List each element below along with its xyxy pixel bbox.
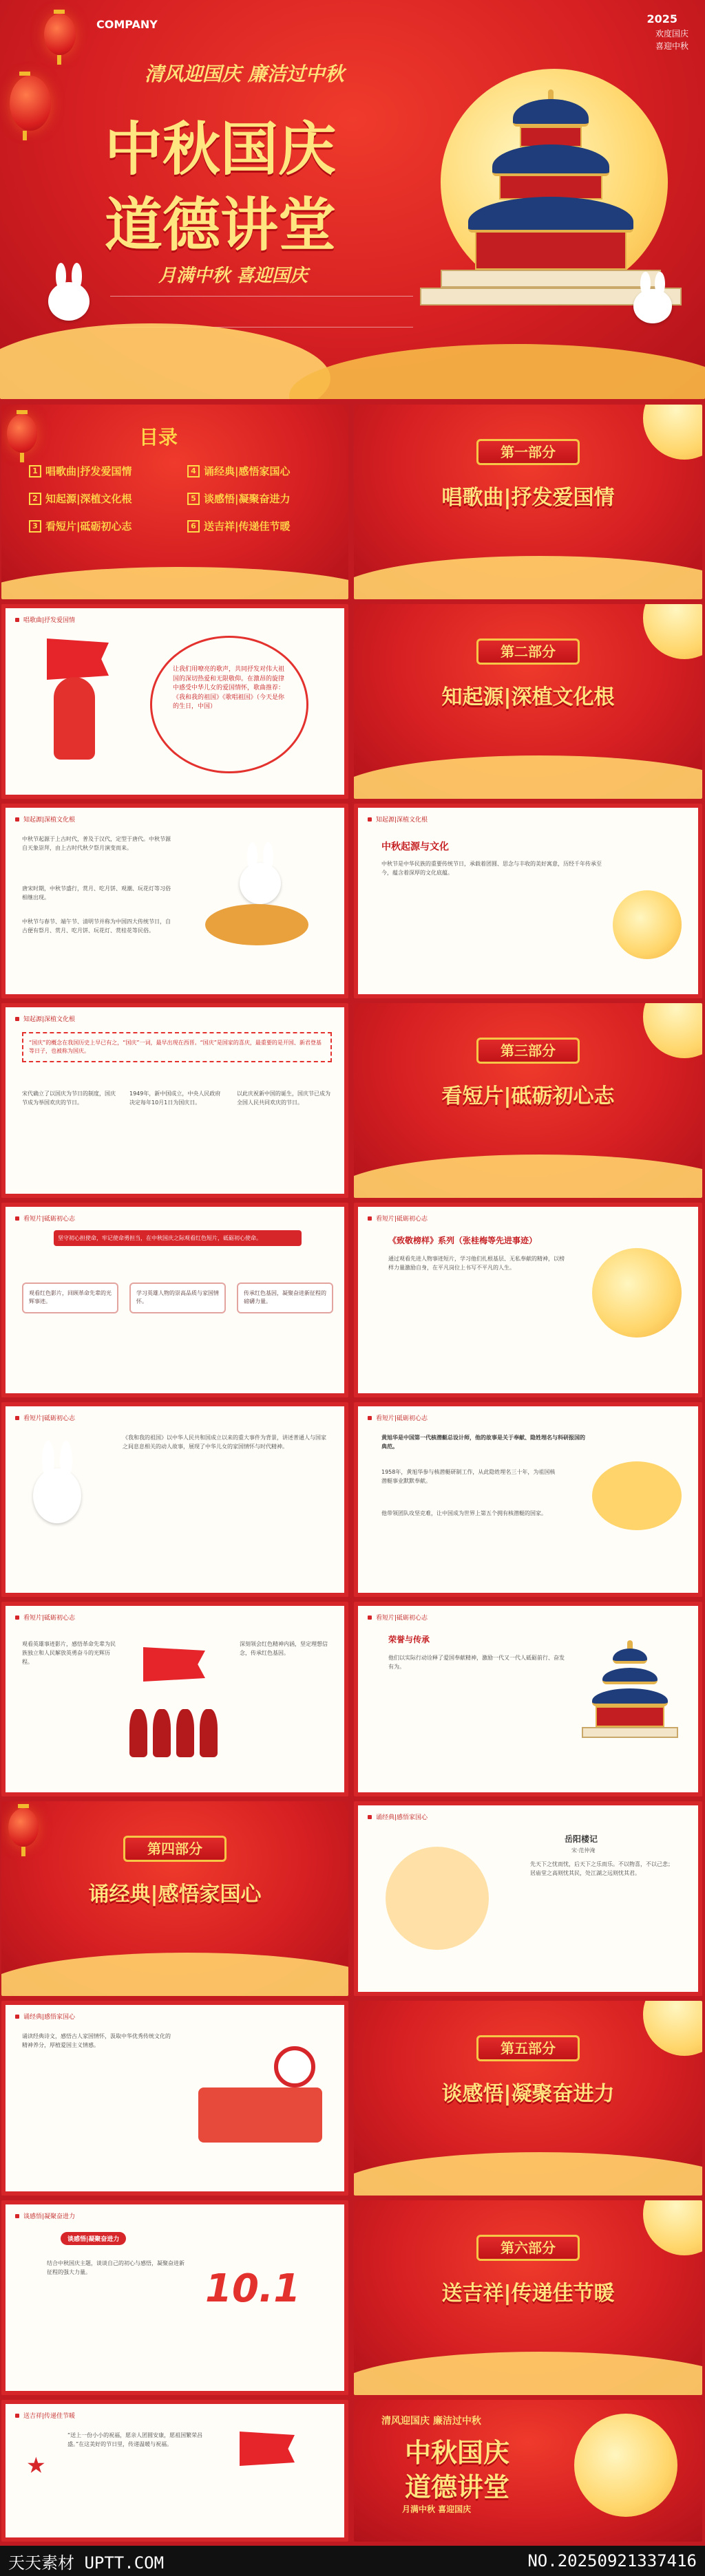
song-slide <box>1 604 348 799</box>
toc-item[interactable] <box>29 491 131 506</box>
toc-slide <box>1 405 348 599</box>
insight-pill: 谈感悟|凝聚奋进力 <box>61 2232 126 2245</box>
toc-item[interactable] <box>187 464 290 478</box>
toc-label: 唱歌曲|抒发爱国情 <box>45 465 132 477</box>
part-badge: 第六部分 <box>476 2235 580 2261</box>
insight-big-number: 10.1 <box>205 2266 301 2311</box>
poem-text: 先天下之忧而忧，后天下之乐而乐。不以物喜，不以己悲；居庙堂之高则忧其民，处江湖之远则忧其君。 <box>530 1861 673 1876</box>
moon-icon <box>592 1248 682 1338</box>
poem-author: 宋·范仲淹 <box>571 1847 596 1854</box>
origin-bullet: 中秋节与春节、端午节、清明节并称为中国四大传统节日，自古便有祭月、赏月、吃月饼、玩花灯、赏桂花等民俗。 <box>22 919 171 934</box>
corner-line-2: 喜迎中秋 <box>655 41 688 51</box>
toc-number: 2 <box>29 493 41 505</box>
toc-label: 谈感悟|凝聚奋进力 <box>204 493 291 505</box>
film-intro: 黄旭华是中国第一代核潜艇总设计师，他的故事是关于奉献、隐姓埋名与科研报国的典范。 <box>381 1435 585 1450</box>
honor-label: 荣誉与传承 <box>388 1635 430 1644</box>
part-slide-3 <box>354 1003 702 1198</box>
origin-slide-3 <box>1 1003 348 1198</box>
film-item: 1958年，黄旭华参与核潜艇研制工作，从此隐姓埋名三十年，为祖国核潜艇事业默默奉献。 <box>381 1469 556 1484</box>
soldier-icon <box>176 1709 194 1757</box>
origin-slide-2 <box>354 804 702 998</box>
film-item: 他带领团队攻坚克难，让中国成为世界上第五个拥有核潜艇的国家。 <box>381 1510 547 1516</box>
origin-body: 中秋节是中华民族的重要传统节日，承载着团圆、思念与丰收的美好寓意，历经千年传承至今，蕴含着深厚的文化底蕴。 <box>381 861 602 876</box>
toc-number: 4 <box>187 465 200 477</box>
cloud-decoration <box>354 2352 702 2395</box>
flag-icon <box>143 1647 205 1682</box>
slide-header: 唱歌曲|抒发爱国情 <box>23 617 76 624</box>
footer-left: 天天素材 UPTT.COM <box>8 2553 165 2573</box>
toc-number: 6 <box>187 520 200 533</box>
moon-icon <box>643 2001 702 2056</box>
origin-col: 以此庆祝新中国的诞生，国庆节已成为全国人民共同欢庆的节日。 <box>237 1091 330 1106</box>
insight-slide <box>1 2200 348 2395</box>
soldier-icon <box>129 1709 147 1757</box>
film-col: 观看红色影片，回顾革命先辈的光辉事迹。 <box>22 1282 118 1313</box>
cloud-decoration <box>354 2152 702 2196</box>
part-title: 知起源|深植文化根 <box>441 685 615 709</box>
origin-col: 1949年，新中国成立，中央人民政府决定每年10月1日为国庆日。 <box>129 1091 221 1106</box>
part-slide-5 <box>354 2001 702 2196</box>
watermark-footer <box>0 2546 705 2576</box>
slide-header: 看短片|砥砺初心志 <box>376 1615 428 1622</box>
lantern-icon <box>44 14 76 55</box>
soldier-icon <box>153 1709 171 1757</box>
film-body: 他们以实际行动诠释了爱国奉献精神，激励一代又一代人砥砺前行、奋发有为。 <box>388 1655 565 1670</box>
slide-header: 知起源|深植文化根 <box>23 1016 76 1023</box>
part-badge: 第一部分 <box>476 439 580 465</box>
cover-tagline: 清风迎国庆 廉洁过中秋 <box>145 63 344 85</box>
cover-subtitle: 月满中秋 喜迎国庆 <box>158 266 308 286</box>
part-badge: 第二部分 <box>476 638 580 665</box>
part-title: 看短片|砥砺初心志 <box>441 1084 615 1108</box>
part-slide-4 <box>1 1801 348 1996</box>
film-slide-4 <box>354 1402 702 1597</box>
insight-body: 结合中秋国庆主题，谈谈自己的初心与感悟，凝聚奋进新征程的强大力量。 <box>47 2260 185 2275</box>
end-slide <box>354 2400 702 2542</box>
part-title: 唱歌曲|抒发爱国情 <box>441 486 615 510</box>
film-left: 观看英雄事迹影片，感悟革命先辈为民族独立和人民解放英勇奋斗的光辉历程。 <box>22 1641 116 1665</box>
temple-icon <box>578 1640 682 1750</box>
clock-icon <box>274 2046 315 2087</box>
classic-slide-2 <box>1 2001 348 2196</box>
end-title-1: 中秋国庆 <box>404 2438 509 2468</box>
moon-icon <box>643 405 702 460</box>
cover-title-2: 道德讲堂 <box>104 191 336 259</box>
girl-reading-icon <box>386 1847 489 1950</box>
slide-header: 看短片|砥砺初心志 <box>23 1216 76 1223</box>
origin-title: 中秋起源与文化 <box>381 841 449 852</box>
corner-line-1: 欢度国庆 <box>655 29 688 39</box>
classic-body: 诵读经典诗文，感悟古人家国情怀，汲取中华优秀传统文化的精神养分，厚植爱国主义情感。 <box>22 2033 171 2048</box>
origin-slide-1 <box>1 804 348 998</box>
toc-item[interactable] <box>29 464 131 478</box>
toc-title: 目录 <box>139 426 178 449</box>
toc-item[interactable] <box>187 491 290 506</box>
cloud-decoration <box>0 323 330 399</box>
toc-number: 5 <box>187 493 200 505</box>
origin-col: 宋代确立了以国庆为节日的制度，国庆节成为举国欢庆的节日。 <box>22 1091 116 1106</box>
part-badge: 第三部分 <box>476 1038 580 1064</box>
cloud-decoration <box>354 755 702 799</box>
lantern-icon <box>7 414 37 453</box>
moon-icon <box>643 2200 702 2255</box>
slide-header: 看短片|砥砺初心志 <box>23 1615 76 1622</box>
part-slide-1 <box>354 405 702 599</box>
film-slide-3 <box>1 1402 348 1597</box>
cloud-decoration <box>1 1953 348 1996</box>
end-title-2: 道德讲堂 <box>404 2472 509 2502</box>
book-icon <box>198 2087 322 2143</box>
film-slide-6 <box>354 1602 702 1796</box>
child-icon <box>54 677 95 760</box>
cover-slide <box>0 0 705 399</box>
part-slide-2 <box>354 604 702 799</box>
moon-icon <box>643 1003 702 1058</box>
classic-slide-1 <box>354 1801 702 1996</box>
film-top: 坚守初心担使命，牢记使命勇担当，在中秋国庆之际观看红色短片，砥砺初心使命。 <box>54 1230 302 1246</box>
moon-icon <box>643 604 702 659</box>
company-label: COMPANY <box>96 18 158 31</box>
slide-header: 送吉祥|传递佳节暖 <box>23 2413 76 2420</box>
slide-header: 诵经典|感悟家国心 <box>376 1814 428 1821</box>
moon-icon <box>574 2414 677 2517</box>
slide-header: 看短片|砥砺初心志 <box>376 1415 428 1422</box>
cloud-decoration <box>354 556 702 599</box>
part-badge: 第四部分 <box>123 1836 227 1862</box>
film-right: 深刻领会红色精神内涵，坚定理想信念，传承红色基因。 <box>240 1641 328 1656</box>
cover-title-1: 中秋国庆 <box>104 116 336 183</box>
toc-number: 3 <box>29 520 41 533</box>
part-title: 谈感悟|凝聚奋进力 <box>441 2082 615 2106</box>
rabbit-icon <box>240 863 281 904</box>
film-body: 通过观看先进人物事迹短片，学习他们扎根基层、无私奉献的精神，以榜样力量激励自身，在平凡岗位上书写不平凡的人生。 <box>388 1256 565 1271</box>
slide-header: 看短片|砥砺初心志 <box>23 1415 76 1422</box>
part-slide-6 <box>354 2200 702 2395</box>
slide-header: 谈感悟|凝聚奋进力 <box>23 2213 76 2220</box>
film-col: 传承红色基因，凝聚奋进新征程的磅礴力量。 <box>237 1282 333 1313</box>
mooncake-icon <box>205 904 308 945</box>
part-title: 诵经典|感悟家国心 <box>88 1882 262 1907</box>
slide-header: 看短片|砥砺初心志 <box>376 1216 428 1223</box>
bless-slide <box>1 2400 348 2542</box>
toc-item[interactable] <box>187 519 290 533</box>
flag-icon <box>240 2432 295 2466</box>
slide-header: 知起源|深植文化根 <box>376 817 428 824</box>
slide-header: 知起源|深植文化根 <box>23 817 76 824</box>
slide-header: 诵经典|感悟家国心 <box>23 2014 76 2021</box>
end-subtitle: 月满中秋 喜迎国庆 <box>402 2504 472 2514</box>
cloud-decoration <box>289 344 705 399</box>
kids-icon <box>592 1461 682 1530</box>
part-badge: 第五部分 <box>476 2035 580 2061</box>
part-title: 送吉祥|传递佳节暖 <box>441 2282 615 2306</box>
year-label: 2025 <box>646 12 677 25</box>
flag-icon <box>47 638 109 680</box>
bless-body: “送上一份小小的祝福，愿亲人团圆安康，愿祖国繁荣昌盛。”在这美好的节日里，传递温暖与祝福。 <box>67 2432 203 2447</box>
rabbit-icon <box>33 1468 81 1523</box>
origin-bullet: 中秋节起源于上古时代，普及于汉代，定型于唐代。中秋节源自天象崇拜，由上古时代秋夕祭月演变而来。 <box>22 836 171 851</box>
film-col: 学习英雄人物的崇高品质与家国情怀。 <box>129 1282 226 1313</box>
end-tagline: 清风迎国庆 廉洁过中秋 <box>381 2416 481 2427</box>
origin-quote: “国庆”的概念在我国历史上早已有之，“国庆”一词，最早出现在西晋。“国庆”是国家的喜庆，最重要的是开国、新君登基等日子，也被称为国庆。 <box>22 1032 332 1062</box>
film-title: 《致敬榜样》系列（张桂梅等先进事迹） <box>388 1236 538 1245</box>
footer-right: NO.20250921337416 <box>527 2551 697 2570</box>
star-icon: ★ <box>26 2452 46 2478</box>
toc-label: 知起源|深植文化根 <box>45 493 132 505</box>
toc-number: 1 <box>29 465 41 477</box>
toc-label: 看短片|砥砺初心志 <box>45 520 132 533</box>
toc-item[interactable] <box>29 519 131 533</box>
origin-bullet: 唐宋时期，中秋节盛行，赏月、吃月饼、观潮、玩花灯等习俗相继出现。 <box>22 886 171 901</box>
rabbit-icon <box>48 282 90 321</box>
toc-label: 诵经典|感悟家国心 <box>204 465 291 477</box>
cloud-decoration <box>1 567 348 599</box>
rabbit-icon <box>633 289 672 323</box>
film-body: 《我和我的祖国》以中华人民共和国成立以来的重大事件为背景，讲述普通人与国家之间息息相关的动人故事，展现了中华儿女的家国情怀与时代精神。 <box>123 1435 326 1450</box>
toc-label: 送吉祥|传递佳节暖 <box>204 520 291 533</box>
lantern-icon <box>8 1808 39 1847</box>
film-slide-1 <box>1 1203 348 1397</box>
film-slide-5 <box>1 1602 348 1796</box>
film-slide-2 <box>354 1203 702 1397</box>
soldier-icon <box>200 1709 218 1757</box>
poem-title: 岳阳楼记 <box>565 1834 598 1844</box>
cloud-decoration <box>354 1155 702 1198</box>
song-bubble: 让我们用嘹亮的歌声，共同抒发对伟大祖国的深切热爱和无限敬仰。在激昂的旋律中感受中华儿女的爱国情怀，歌曲推荐：《我和我的祖国》《歌唱祖国》（今天是你的生日，中国） <box>150 636 308 773</box>
moon-icon <box>613 890 682 959</box>
